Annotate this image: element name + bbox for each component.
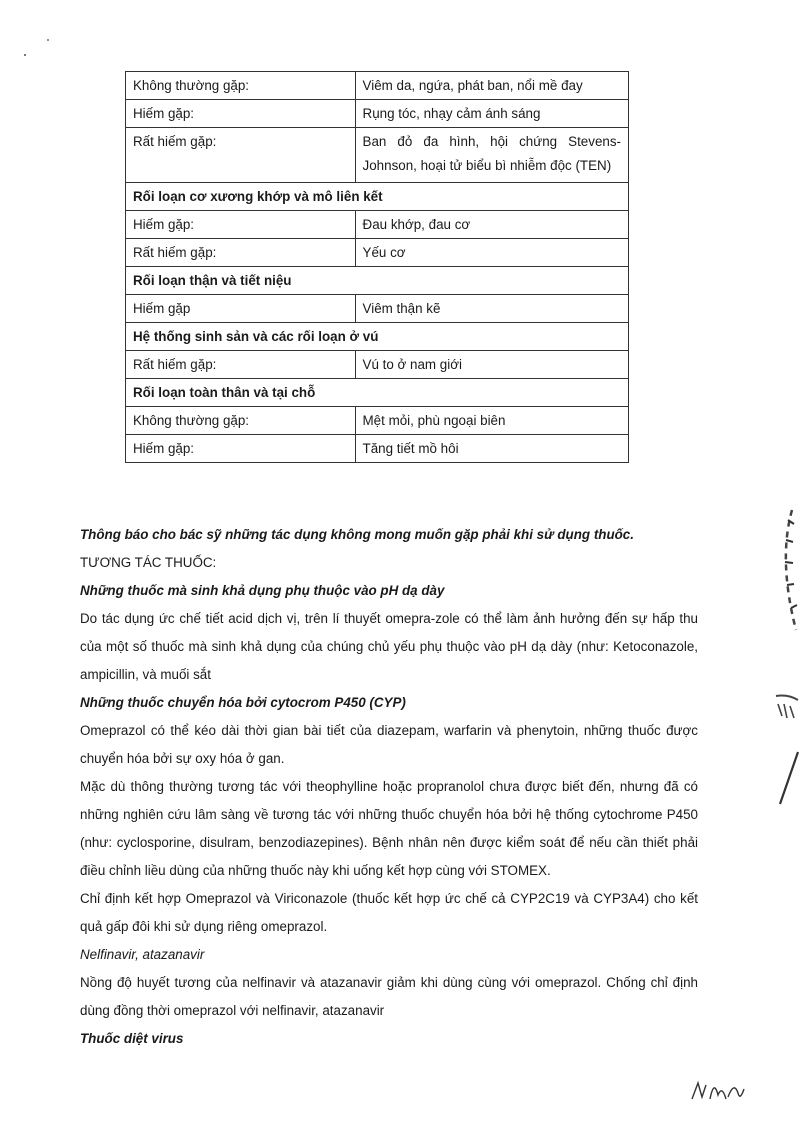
effect-cell: Tăng tiết mồ hôi (355, 435, 628, 463)
table-section-row (126, 323, 629, 351)
cyp450-heading: Những thuốc chuyển hóa bởi cytocrom P450 (CYP) (80, 695, 406, 710)
frequency-cell: Hiếm gặp: (126, 100, 356, 128)
effect-cell: Đau khớp, đau cơ (355, 211, 628, 239)
table-row (126, 407, 629, 435)
effect-cell: Ban đỏ đa hình, hội chứng Stevens-Johnson, hoại tử biểu bì nhiễm độc (TEN) (355, 128, 628, 183)
frequency-cell: Không thường gặp: (126, 407, 356, 435)
effect-cell: Vú to ở nam giới (355, 351, 628, 379)
stamp-fragment-top (770, 500, 800, 640)
effect-cell: Viêm thận kẽ (355, 295, 628, 323)
section-heading: Rối loạn thận và tiết niệu (126, 267, 629, 295)
frequency-cell: Hiếm gặp (126, 295, 356, 323)
antiviral-heading: Thuốc diệt virus (80, 1031, 184, 1046)
table-section-row (126, 267, 629, 295)
ph-dependent-text: Do tác dụng ức chế tiết acid dịch vị, trên lí thuyết omepra-zole có thể làm ảnh hưởng đến sự hấp thu của một số thuốc mà sinh khả dụng của chúng chủ yếu phụ thuộc vào pH dạ dày (như: Ketoconazole, ampicillin, và muối sắt (80, 611, 698, 682)
cyp450-text-2: Mặc dù thông thường tương tác với theophylline hoặc propranolol chưa được biết đến, nhưng đã có những nghiên cứu lâm sàng về tương tác với những thuốc chuyển hóa bởi hệ thống cytochrome P450 (như: cyclosporine, disulram, benzodiazepines). Bệnh nhân nên được kiểm soát để nếu cần thiết phải điều chỉnh liều dùng của những thuốc này khi uống kết hợp cùng với STOMEX. (80, 779, 698, 878)
table-row (126, 295, 629, 323)
effect-cell: Viêm da, ngứa, phát ban, nổi mề đay (355, 72, 628, 100)
scan-speck (24, 54, 26, 56)
cyp450-text-3: Chỉ định kết hợp Omeprazol và Viriconazole (thuốc kết hợp ức chế cả CYP2C19 và CYP3A4) cho kết quả gấp đôi khi sử dụng riêng omeprazol. (80, 891, 698, 934)
stamp-fragment-mid (772, 690, 800, 730)
frequency-cell: Hiếm gặp: (126, 435, 356, 463)
effect-cell: Rụng tóc, nhạy cảm ánh sáng (355, 100, 628, 128)
notice-text: Thông báo cho bác sỹ những tác dụng không mong muốn gặp phải khi sử dụng thuốc. (80, 527, 634, 542)
table-row (126, 128, 629, 183)
cyp450-text-1: Omeprazol có thể kéo dài thời gian bài tiết của diazepam, warfarin và phenytoin, những thuốc được chuyển hóa bởi sự oxy hóa ở gan. (80, 723, 698, 766)
table-section-row (126, 183, 629, 211)
effect-cell: Mệt mỏi, phù ngoại biên (355, 407, 628, 435)
table-row (126, 211, 629, 239)
interactions-heading: TƯƠNG TÁC THUỐC: (80, 555, 217, 570)
section-heading: Rối loạn toàn thân và tại chỗ (126, 379, 629, 407)
scan-speck (47, 39, 49, 41)
frequency-cell: Rất hiếm gặp: (126, 351, 356, 379)
table-section-row (126, 379, 629, 407)
table-row (126, 100, 629, 128)
section-heading: Rối loạn cơ xương khớp và mô liên kết (126, 183, 629, 211)
table-row (126, 239, 629, 267)
section-heading: Hệ thống sinh sản và các rối loạn ở vú (126, 323, 629, 351)
frequency-cell: Không thường gặp: (126, 72, 356, 100)
table-row (126, 435, 629, 463)
effect-cell: Yếu cơ (355, 239, 628, 267)
frequency-cell: Rất hiếm gặp: (126, 128, 356, 183)
ph-dependent-heading: Những thuốc mà sinh khả dụng phụ thuộc vào pH dạ dày (80, 583, 445, 598)
nelfinavir-heading: Nelfinavir, atazanavir (80, 947, 205, 962)
frequency-cell: Rất hiếm gặp: (126, 239, 356, 267)
side-effects-table-body (126, 72, 629, 463)
frequency-cell: Hiếm gặp: (126, 211, 356, 239)
document-body (80, 521, 698, 1053)
stamp-fragment-bottom (776, 748, 800, 808)
table-row (126, 72, 629, 100)
nelfinavir-text: Nồng độ huyết tương của nelfinavir và atazanavir giảm khi dùng cùng với omeprazol. Chống chỉ định dùng đồng thời omeprazol với nelfinavir, atazanavir (80, 975, 698, 1018)
table-row (126, 351, 629, 379)
handwritten-initials (688, 1075, 748, 1109)
side-effects-table (125, 71, 629, 463)
